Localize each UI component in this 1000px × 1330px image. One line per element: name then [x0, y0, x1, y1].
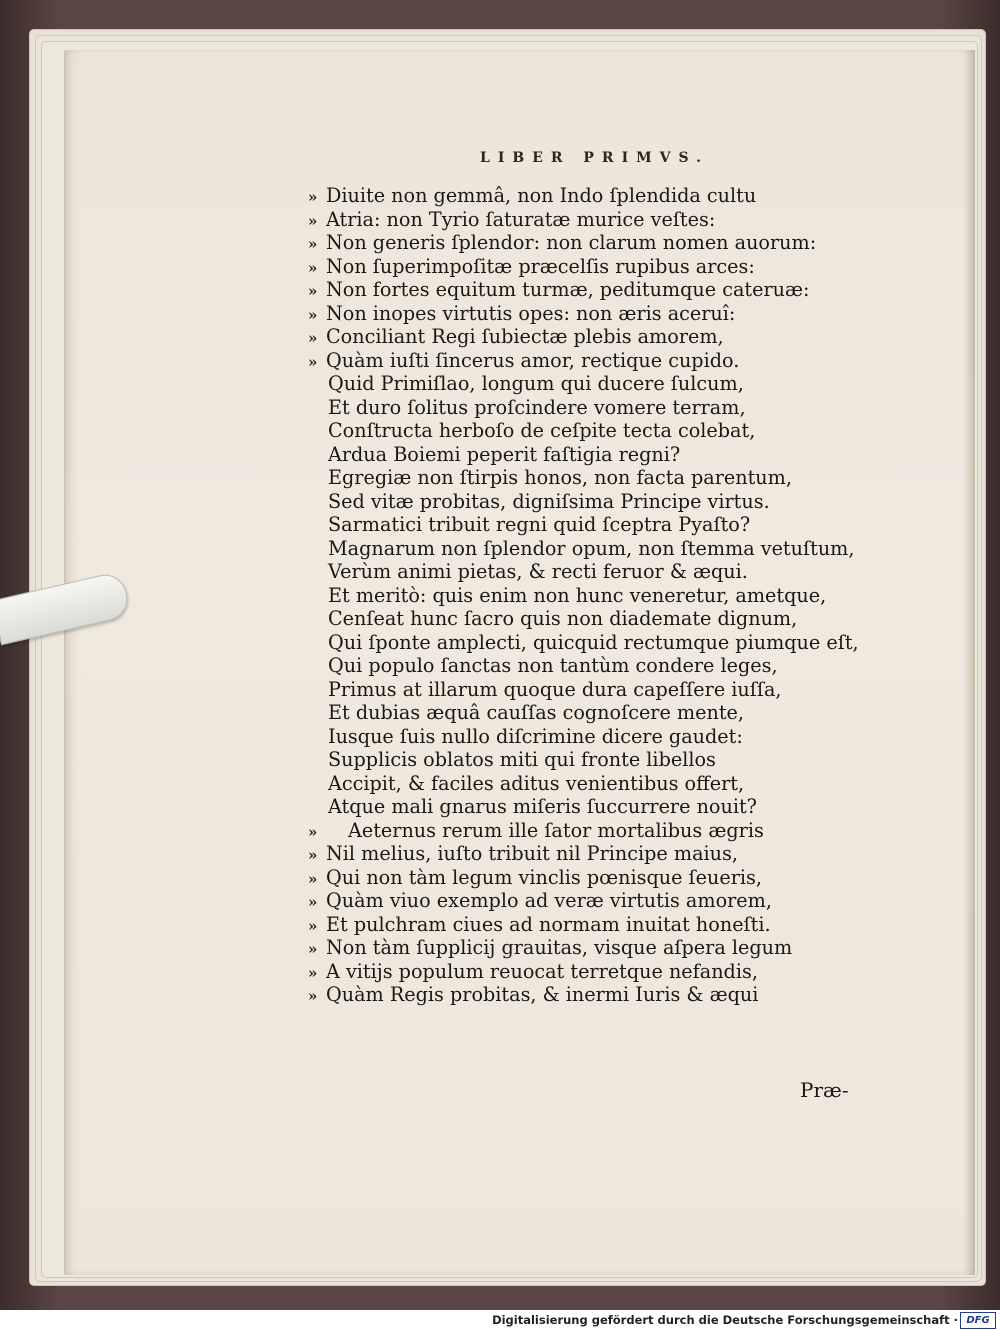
verse-line — [308, 513, 908, 537]
verse-line-text: A vitijs populum reuocat terretque nefandis, — [326, 959, 758, 983]
verse-line-text: Quàm Regis probitas, & inermi Iuris & æqui — [326, 983, 759, 1006]
gnomic-marker: » — [308, 305, 318, 324]
verse-line — [308, 325, 908, 349]
gnomic-marker: » — [308, 822, 318, 841]
verse-line — [308, 584, 908, 608]
verse-line-text: Quàm viuo exemplo ad veræ virtutis amorem, — [326, 889, 772, 912]
verse-line — [308, 349, 908, 373]
verse-line — [308, 537, 908, 561]
verse-line-text: Non generis ſplendor: non clarum nomen auorum: — [326, 231, 817, 254]
verse-line-text: Et dubias æquâ cauſſas cognoſcere mente, — [328, 701, 744, 724]
gnomic-marker: » — [308, 352, 318, 371]
catchword: Præ- — [800, 1078, 849, 1102]
verse-line-text: Conciliant Regi ſubiectæ plebis amorem, — [326, 325, 724, 348]
verse-line — [308, 654, 908, 678]
gnomic-marker: » — [308, 893, 318, 911]
footer-credit: Digitalisierung gefördert durch die Deutsche Forschungsgemeinschaft · — [492, 1313, 958, 1327]
verse-line — [308, 278, 908, 302]
verse-line — [308, 255, 908, 279]
verse-line — [308, 302, 908, 326]
verse-line — [308, 607, 908, 631]
verse-line-text: Non tàm ſupplicij grauitas, visque aſpera legum — [326, 936, 793, 959]
verse-line-text: Ardua Boiemi peperit faſtigia regni? — [328, 442, 681, 466]
verse-line — [308, 795, 908, 819]
verse-line — [308, 772, 908, 796]
verse-line-text: Et meritò: quis enim non hunc veneretur, ametque, — [328, 583, 827, 607]
gnomic-marker: » — [308, 329, 318, 347]
verse-line-text: Et pulchram ciues ad normam inuitat honeſti. — [326, 912, 771, 936]
verse-line-text: Non inopes virtutis opes: non æris aceruî: — [326, 301, 736, 325]
verse-line — [308, 842, 908, 866]
gnomic-marker: » — [308, 846, 318, 864]
verse-line — [308, 936, 908, 960]
verse-line-text: Sed vitæ probitas, digniſsima Principe virtus. — [328, 489, 770, 513]
verse-line — [308, 208, 908, 232]
verse-line-text: Diuite non gemmâ, non Indo ſplendida cultu — [326, 184, 757, 207]
verse-line-text: Et duro ſolitus proſcindere vomere terram, — [328, 395, 746, 419]
dfg-logo: DFG — [960, 1312, 996, 1329]
verse-line-text: Atque mali gnarus miſeris ſuccurrere nouit? — [328, 795, 757, 818]
verse-line-text: Qui ſponte amplecti, quicquid rectumque piumque eſt, — [328, 630, 859, 654]
verse-line — [308, 631, 908, 655]
verse-line-text: Nil melius, iuſto tribuit nil Principe maius, — [326, 842, 738, 865]
verse-line — [308, 889, 908, 913]
gnomic-marker: » — [308, 916, 318, 935]
verse-line — [308, 701, 908, 725]
gnomic-marker: » — [308, 258, 318, 277]
verse-line-text: Qui populo ſanctas non tantùm condere leges, — [328, 654, 778, 677]
verse-line — [308, 372, 908, 396]
verse-line — [308, 983, 908, 1007]
verse-line-text: Atria: non Tyrio ſaturatæ murice veſtes: — [326, 207, 716, 231]
verse-line-text: Egregiæ non ſtirpis honos, non facta parentum, — [328, 466, 792, 489]
verse-line — [308, 443, 908, 467]
verse-line-text: Non fortes equitum turmæ, peditumque cateruæ: — [326, 278, 810, 301]
verse-line — [308, 560, 908, 584]
verse-line — [308, 396, 908, 420]
verse-line-text: Sarmatici tribuit regni quid ſceptra Pyaſto? — [328, 513, 751, 536]
verse-line — [308, 184, 908, 208]
gnomic-marker: » — [308, 282, 318, 300]
gnomic-marker: » — [308, 869, 318, 888]
verse-line-text: Magnarum non ſplendor opum, non ſtemma vetuſtum, — [328, 536, 855, 560]
running-head: LIBER PRIMVS. — [480, 150, 709, 166]
verse-line-text: Accipit, & faciles aditus venientibus offert, — [328, 771, 745, 795]
gnomic-marker: » — [308, 963, 318, 982]
verse-line — [308, 466, 908, 490]
verse-line-text: Qui non tàm legum vinclis pœnisque ſeueris, — [326, 865, 762, 889]
verse-line — [308, 748, 908, 772]
gnomic-marker: » — [308, 188, 318, 206]
page-edge-shadow — [963, 50, 975, 1275]
verse-line — [308, 960, 908, 984]
gnomic-marker: » — [308, 235, 318, 253]
verse-line-text: Verùm animi pietas, & recti feruor & æqui. — [328, 560, 748, 583]
verse-line-text: Quàm iuſti ſincerus amor, rectique cupido. — [326, 348, 740, 372]
verse-line-text: Supplicis oblatos miti qui fronte libellos — [328, 748, 716, 771]
verse-line-text: Primus at illarum quoque dura capeſſere iuſſa, — [328, 677, 782, 701]
verse-line — [308, 725, 908, 749]
verse-line-text: Quid Primiſlao, longum qui ducere ſulcum, — [328, 372, 744, 395]
verse-line-text: Aeternus rerum ille ſator mortalibus ægris — [348, 818, 764, 842]
verse-line-text: Non ſuperimpoſitæ præcelſis rupibus arces: — [326, 254, 755, 278]
verse-line — [308, 913, 908, 937]
verse-line — [308, 490, 908, 514]
verse-line-text: Iusque ſuis nullo diſcrimine dicere gaudet: — [328, 724, 743, 748]
verse-text-block — [308, 184, 908, 1007]
verse-line — [308, 231, 908, 255]
gnomic-marker: » — [308, 987, 318, 1005]
verse-line — [308, 419, 908, 443]
verse-line — [308, 866, 908, 890]
gnomic-marker: » — [308, 211, 318, 230]
gnomic-marker: » — [308, 940, 318, 958]
verse-line — [308, 819, 908, 843]
verse-line — [308, 678, 908, 702]
verse-line-text: Conſtructa herboſo de ceſpite tecta colebat, — [328, 419, 756, 442]
verse-line-text: Cenſeat hunc ſacro quis non diademate dignum, — [328, 607, 798, 630]
